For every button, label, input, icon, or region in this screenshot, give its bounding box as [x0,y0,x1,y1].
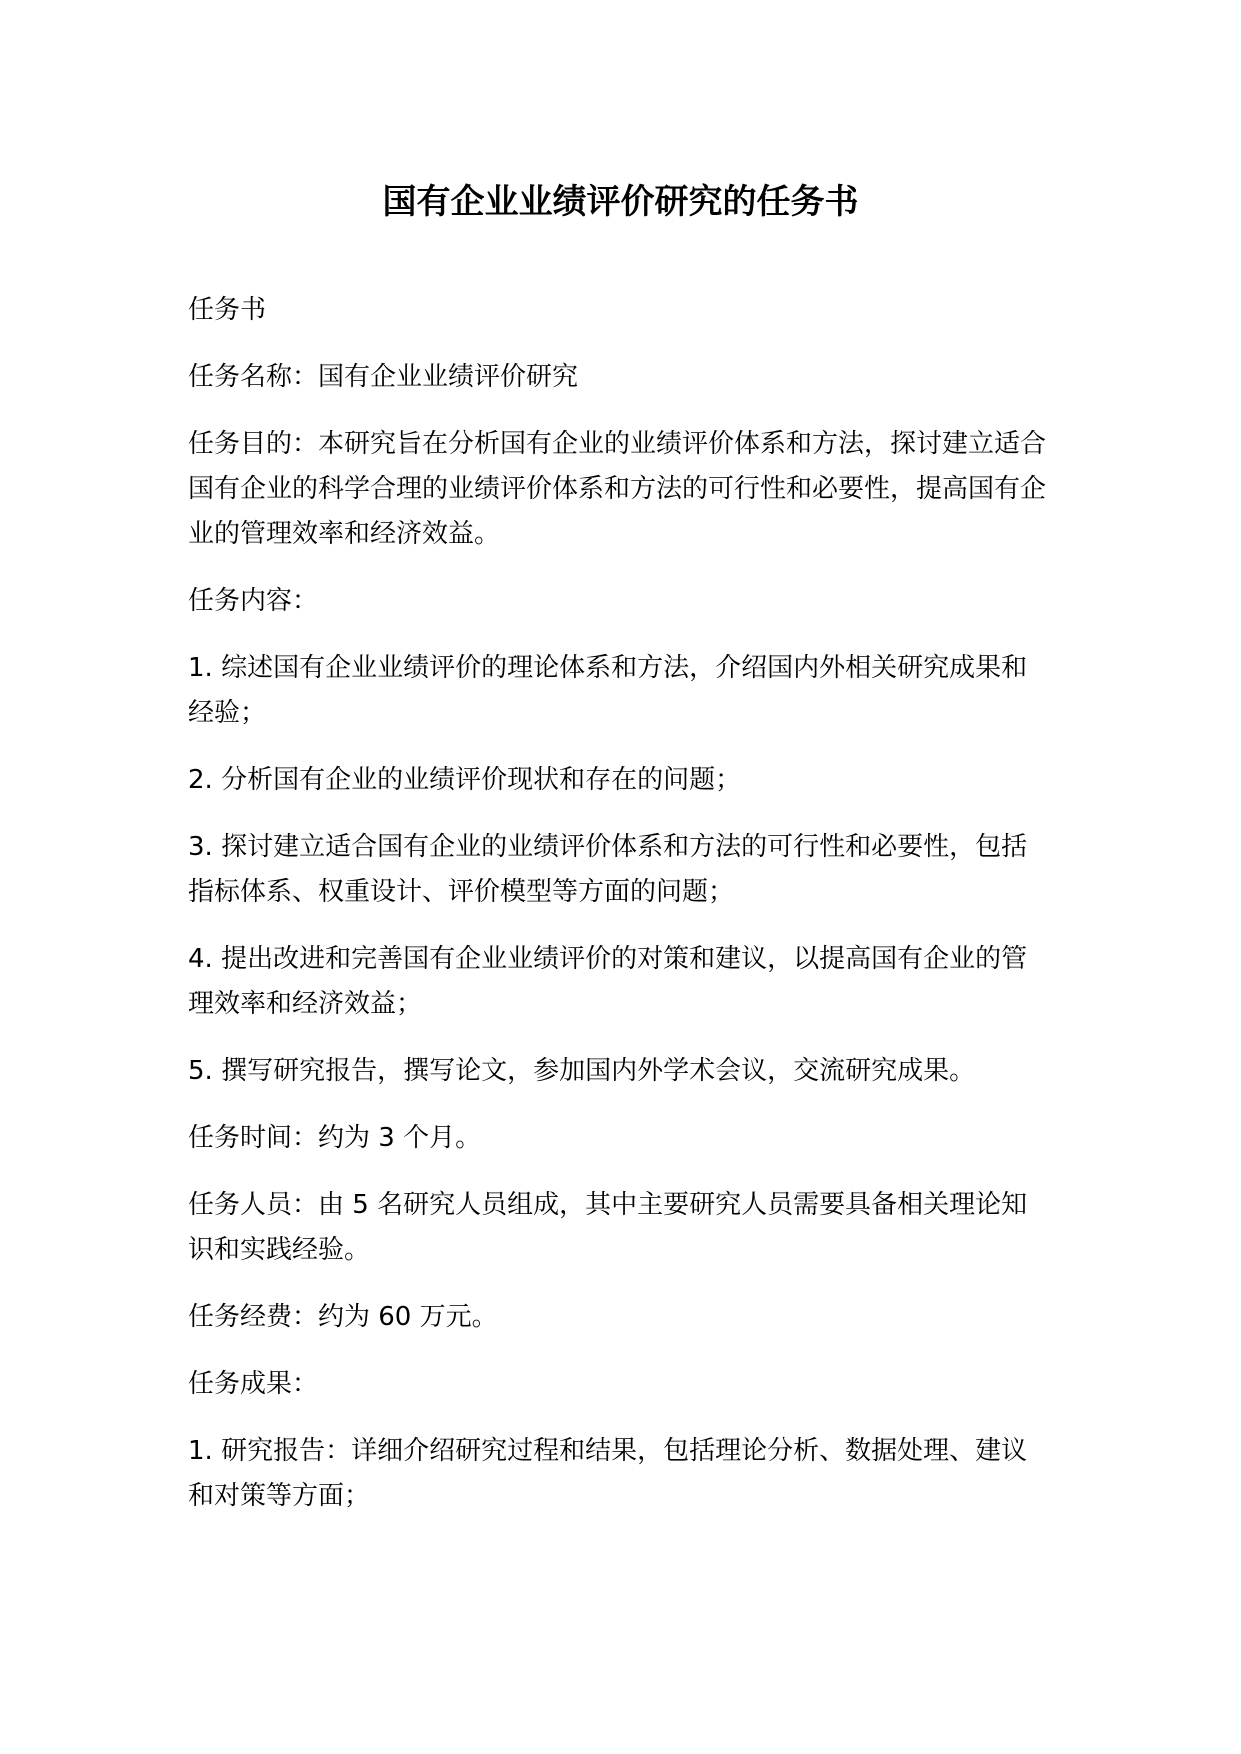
paragraph-task-personnel: 任务人员：由 5 名研究人员组成，其中主要研究人员需要具备相关理论知识和实践经验。 [188,1190,1028,1265]
paragraph-task-purpose: 任务目的：本研究旨在分析国有企业的业绩评价体系和方法，探讨建立适合国有企业的科学合理的业绩评价体系和方法的可行性和必要性，提高国有企业的管理效率和经济效益。 [188,429,1047,549]
document-body [188,288,1048,1541]
paragraph-task-results-label: 任务成果： [188,1369,319,1399]
list-item-result-1: 1. 研究报告：详细介绍研究过程和结果，包括理论分析、数据处理、建议和对策等方面； [188,1436,1028,1511]
list-item-content-5: 5. 撰写研究报告，撰写论文，参加国内外学术会议，交流研究成果。 [188,1056,976,1086]
paragraph-task-budget: 任务经费：约为 60 万元。 [188,1302,498,1332]
paragraph-task-name: 任务名称：国有企业业绩评价研究 [188,362,579,392]
list-item-content-3: 3. 探讨建立适合国有企业的业绩评价体系和方法的可行性和必要性，包括指标体系、权重设计、评价模型等方面的问题； [188,832,1028,907]
paragraph-task-content-label: 任务内容： [188,586,319,616]
paragraph-heading: 任务书 [188,295,267,325]
paragraph-task-time: 任务时间：约为 3 个月。 [188,1123,482,1153]
list-item-content-2: 2. 分析国有企业的业绩评价现状和存在的问题； [188,765,742,795]
document-title: 国有企业业绩评价研究的任务书 [382,182,859,222]
list-item-content-1: 1. 综述国有企业业绩评价的理论体系和方法，介绍国内外相关研究成果和经验； [188,653,1028,728]
list-item-content-4: 4. 提出改进和完善国有企业业绩评价的对策和建议，以提高国有企业的管理效率和经济效益； [188,944,1028,1019]
